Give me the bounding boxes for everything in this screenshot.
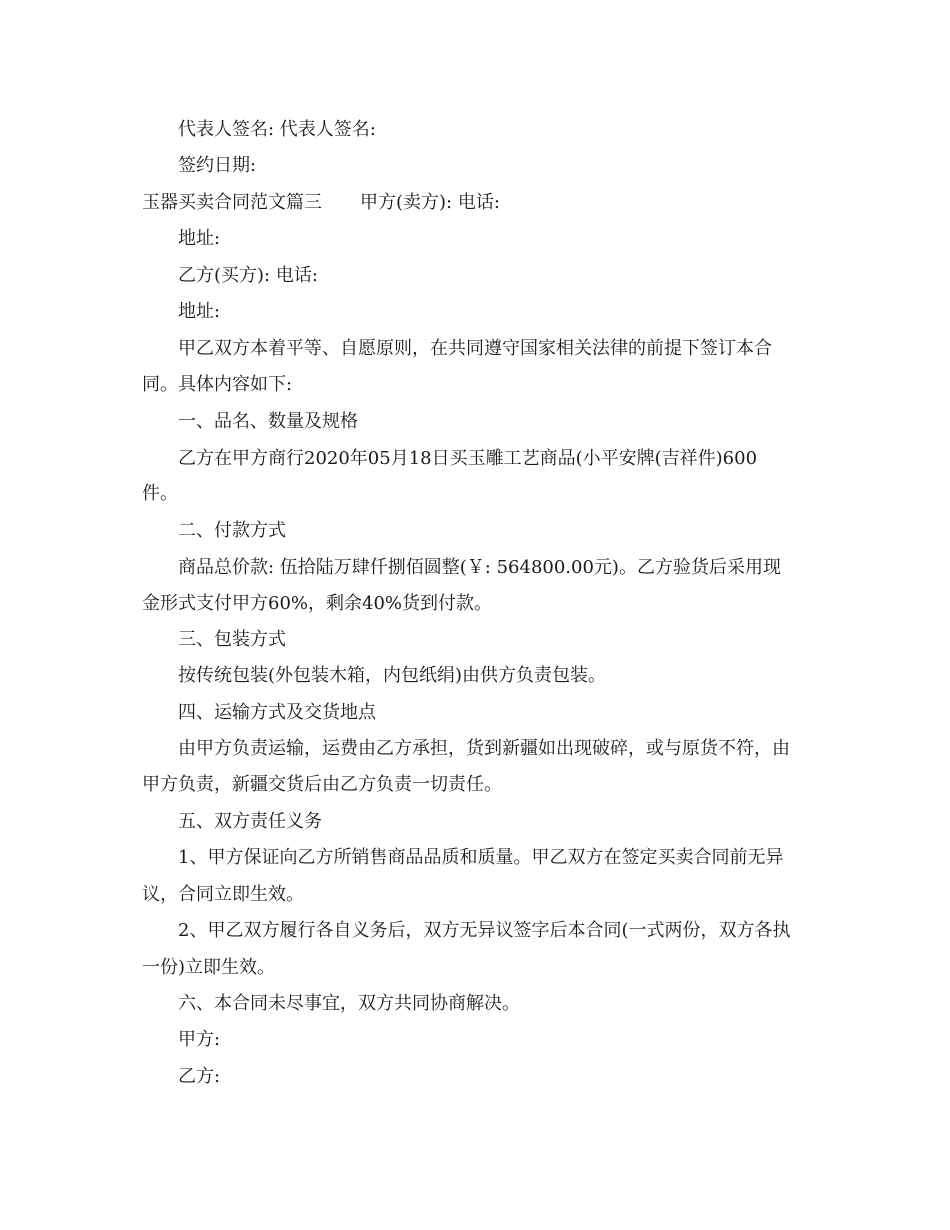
section-5-item-2-line-2: 一份)立即生效。: [142, 957, 276, 978]
section-4-text-2: 甲方负责，新疆交货后由乙方负责一切责任。: [142, 774, 502, 795]
section-2-heading: 二、付款方式: [178, 520, 286, 541]
section-5-item-1-line-1: 1、甲方保证向乙方所销售商品品质和质量。甲乙双方在签定买卖合同前无异: [178, 847, 784, 868]
section-header-line: [142, 191, 500, 215]
section-5-item-2-line-1: 2、甲乙双方履行各自义务后，双方无异议签字后本合同(一式两份，双方各执: [178, 920, 791, 941]
party-a-signature: 甲方:: [178, 1029, 221, 1050]
party-a-address: 地址:: [178, 228, 221, 249]
section-1-heading: 一、品名、数量及规格: [178, 411, 358, 432]
section-2-text-1: 商品总价款: 伍拾陆万肆仟捌佰圆整(￥: 564800.00元)。乙方验货后采用现: [178, 557, 781, 578]
section-1-text-2: 件。: [142, 483, 178, 504]
section-5-item-1-line-2: 议，合同立即生效。: [142, 884, 304, 905]
party-b-signature: 乙方:: [178, 1066, 221, 1087]
sign-date-line: 签约日期:: [178, 155, 257, 176]
signature-line: 代表人签名: 代表人签名:: [178, 119, 376, 140]
preamble-line-1: 甲乙双方本着平等、自愿原则，在共同遵守国家相关法律的前提下签订本合: [178, 338, 772, 359]
section-3-text: 按传统包装(外包装木箱，内包纸绢)由供方负责包装。: [178, 665, 607, 686]
section-6-text: 六、本合同未尽事宜，双方共同协商解决。: [178, 993, 520, 1014]
preamble-line-2: 同。具体内容如下:: [142, 374, 293, 395]
section-2-text-2: 金形式支付甲方60%，剩余40%货到付款。: [142, 593, 493, 614]
party-b-line: 乙方(买方): 电话:: [178, 265, 318, 286]
document-title: 玉器买卖合同范文篇三: [142, 192, 322, 213]
party-a-line: 甲方(卖方): 电话:: [360, 192, 500, 213]
section-5-heading: 五、双方责任义务: [178, 811, 322, 832]
party-b-address: 地址:: [178, 301, 221, 322]
section-3-heading: 三、包装方式: [178, 629, 286, 650]
section-1-text-1: 乙方在甲方商行2020年05月18日买玉雕工艺商品(小平安牌(吉祥件)600: [178, 448, 758, 469]
section-4-heading: 四、运输方式及交货地点: [178, 702, 376, 723]
section-4-text-1: 由甲方负责运输，运费由乙方承担，货到新疆如出现破碎，或与原货不符，由: [178, 738, 790, 759]
